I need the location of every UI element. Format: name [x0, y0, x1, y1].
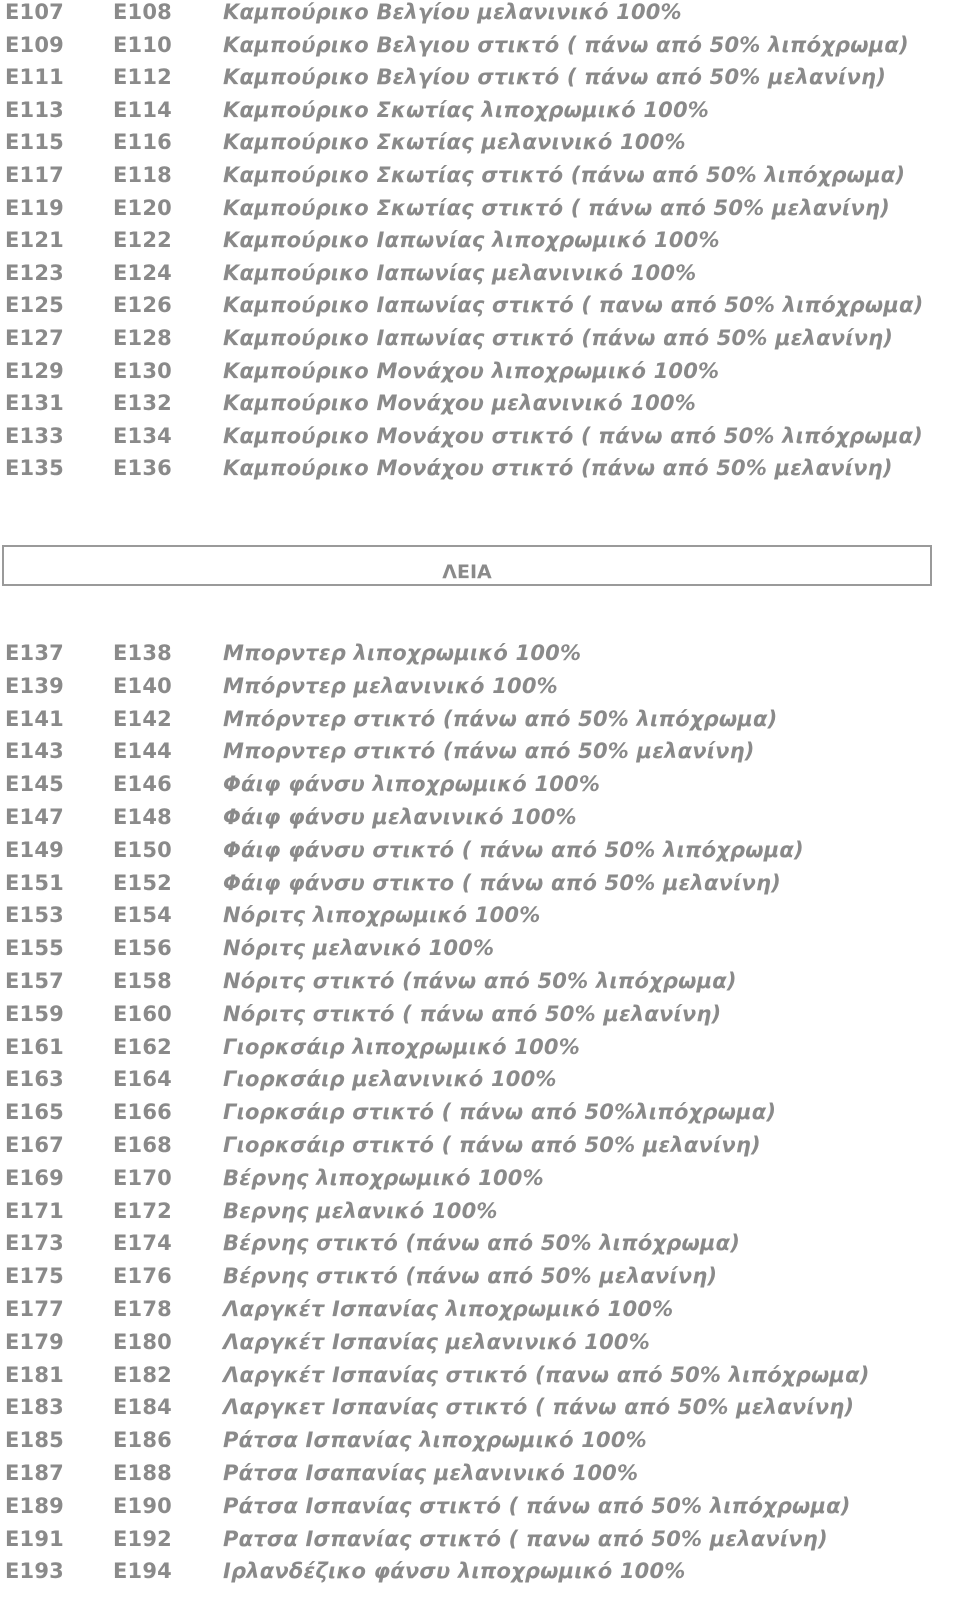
- code-male: E153: [5, 903, 64, 928]
- code-female: E174: [113, 1231, 172, 1256]
- table-row: [0, 674, 960, 707]
- table-row: [0, 424, 960, 457]
- table-row: [0, 65, 960, 98]
- category-description: Καμπούρικο Μονάχου λιποχρωμικό 100%: [223, 358, 720, 383]
- code-female: E164: [113, 1067, 172, 1092]
- table-row: [0, 772, 960, 805]
- code-female: E150: [113, 837, 172, 862]
- category-description: Φάιφ φάνσυ λιποχρωμικό 100%: [223, 772, 601, 797]
- category-description: Νόριτς στικτό (πάνω από 50% λιπόχρωμα): [223, 968, 737, 993]
- category-description: Φάιφ φάνσυ στικτό ( πάνω από 50% λιπόχρωμα): [223, 837, 804, 862]
- code-female: E116: [113, 130, 172, 155]
- code-female: E152: [113, 870, 172, 895]
- category-description: Νόριτς λιποχρωμικό 100%: [223, 903, 541, 928]
- code-male: E117: [5, 162, 64, 187]
- code-male: E121: [5, 228, 64, 253]
- code-male: E145: [5, 772, 64, 797]
- category-description: Καμπούρικο Ιαπωνίας στικτό (πάνω από 50% μελανίνη): [223, 325, 894, 350]
- code-female: E178: [113, 1296, 172, 1321]
- code-male: E167: [5, 1132, 64, 1157]
- category-description: Φάιφ φάνσυ στικτο ( πάνω από 50% μελανίνη): [223, 870, 781, 895]
- table-row: [0, 293, 960, 326]
- category-description: Μπορντερ λιποχρωμικό 100%: [223, 641, 582, 665]
- category-description: Νόριτς στικτό ( πάνω από 50% μελανίνη): [223, 1001, 722, 1026]
- table-row: [0, 1461, 960, 1494]
- category-description: Λαργκέτ Ισπανίας μελανινικό 100%: [223, 1329, 650, 1354]
- table-row: [0, 739, 960, 772]
- category-description: Λαργκέτ Ισπανίας στικτό (πανω από 50% λιπόχρωμα): [223, 1362, 870, 1387]
- table-row: [0, 1002, 960, 1035]
- category-description: Καμπούρικο Μονάχου μελανινικό 100%: [223, 391, 696, 416]
- table-row: [0, 969, 960, 1002]
- code-female: E168: [113, 1132, 172, 1157]
- table-row: [0, 1231, 960, 1264]
- table-row: [0, 903, 960, 936]
- table-row: [0, 326, 960, 359]
- category-description: Νόριτς μελανικό 100%: [223, 936, 495, 961]
- code-male: E129: [5, 358, 64, 383]
- code-male: E187: [5, 1460, 64, 1485]
- code-male: E177: [5, 1296, 64, 1321]
- code-male: E155: [5, 936, 64, 961]
- category-description: Καμπούρικο Βελγιου στικτό ( πάνω από 50% λιπόχρωμα): [223, 32, 909, 57]
- category-description: Λαργκετ Ισπανίας στικτό ( πάνω από 50% μελανίνη): [223, 1395, 855, 1420]
- category-description: Γιορκσάιρ λιποχρωμικό 100%: [223, 1034, 580, 1059]
- category-description: Φάιφ φάνσυ μελανινικό 100%: [223, 804, 577, 829]
- code-female: E110: [113, 32, 172, 57]
- code-female: E170: [113, 1165, 172, 1190]
- table-row: [0, 1133, 960, 1166]
- category-description: Βερνης μελανικό 100%: [223, 1198, 498, 1223]
- code-female: E158: [113, 968, 172, 993]
- category-list-bottom: [0, 641, 960, 1592]
- category-description: Καμπούρικο Ιαπωνίας μελανινικό 100%: [223, 260, 697, 285]
- table-row: [0, 936, 960, 969]
- code-female: E172: [113, 1198, 172, 1223]
- category-description: Μπορντερ στικτό (πάνω από 50% μελανίνη): [223, 739, 755, 764]
- category-description: Ράτσα Ισαπανίας μελανινικό 100%: [223, 1460, 639, 1485]
- code-male: E125: [5, 293, 64, 318]
- table-row: [0, 805, 960, 838]
- code-male: E191: [5, 1526, 64, 1551]
- code-male: E165: [5, 1100, 64, 1125]
- code-female: E128: [113, 325, 172, 350]
- code-female: E154: [113, 903, 172, 928]
- category-description: Καμπούρικο Σκωτίας στικτό ( πάνω από 50% μελανίνη): [223, 195, 890, 220]
- table-row: [0, 163, 960, 196]
- table-row: [0, 641, 960, 674]
- code-female: E184: [113, 1395, 172, 1420]
- table-row: [0, 130, 960, 163]
- code-male: E149: [5, 837, 64, 862]
- table-row: [0, 1559, 960, 1592]
- code-female: E190: [113, 1493, 172, 1518]
- category-description: Βέρνης στικτό (πάνω από 50% λιπόχρωμα): [223, 1231, 741, 1256]
- code-male: E157: [5, 968, 64, 993]
- code-female: E162: [113, 1034, 172, 1059]
- table-row: [0, 1035, 960, 1068]
- table-row: [0, 196, 960, 229]
- code-female: E176: [113, 1264, 172, 1289]
- code-female: E112: [113, 65, 172, 90]
- code-male: E173: [5, 1231, 64, 1256]
- code-male: E179: [5, 1329, 64, 1354]
- table-row: [0, 1428, 960, 1461]
- table-row: [0, 1363, 960, 1396]
- category-description: Ράτσα Ισπανίας στικτό ( πάνω από 50% λιπόχρωμα): [223, 1493, 851, 1518]
- code-female: E180: [113, 1329, 172, 1354]
- code-male: E137: [5, 641, 64, 665]
- code-male: E109: [5, 32, 64, 57]
- table-row: [0, 1330, 960, 1363]
- table-row: [0, 261, 960, 294]
- category-description: Λαργκέτ Ισπανίας λιποχρωμικό 100%: [223, 1296, 674, 1321]
- code-female: E138: [113, 641, 172, 665]
- table-row: [0, 359, 960, 392]
- code-male: E175: [5, 1264, 64, 1289]
- code-female: E142: [113, 706, 172, 731]
- table-row: [0, 1067, 960, 1100]
- code-female: E134: [113, 423, 172, 448]
- table-row: [0, 456, 960, 489]
- category-description: Καμπούρικο Σκωτίας στικτό (πάνω από 50% λιπόχρωμα): [223, 162, 906, 187]
- category-description: Καμπούρικο Μονάχου στικτό (πάνω από 50% μελανίνη): [223, 456, 893, 481]
- table-row: [0, 871, 960, 904]
- code-female: E186: [113, 1428, 172, 1453]
- code-male: E159: [5, 1001, 64, 1026]
- code-female: E182: [113, 1362, 172, 1387]
- code-male: E123: [5, 260, 64, 285]
- code-female: E146: [113, 772, 172, 797]
- code-male: E127: [5, 325, 64, 350]
- code-female: E132: [113, 391, 172, 416]
- code-male: E163: [5, 1067, 64, 1092]
- code-female: E194: [113, 1559, 172, 1584]
- category-description: Ιρλανδέζικο φάνσυ λιποχρωμικό 100%: [223, 1559, 686, 1584]
- code-male: E147: [5, 804, 64, 829]
- code-male: E143: [5, 739, 64, 764]
- category-description: Ράτσα Ισπανίας λιποχρωμικό 100%: [223, 1428, 647, 1453]
- category-description: Καμπούρικο Ιαπωνίας λιποχρωμικό 100%: [223, 228, 720, 253]
- table-row: [0, 391, 960, 424]
- table-row: [0, 1297, 960, 1330]
- category-description: Βέρνης στικτό (πάνω από 50% μελανίνη): [223, 1264, 718, 1289]
- category-description: Καμπούρικο Σκωτίας λιποχρωμικό 100%: [223, 97, 710, 122]
- code-female: E148: [113, 804, 172, 829]
- table-row: [0, 98, 960, 131]
- category-description: Καμπούρικο Σκωτίας μελανινικό 100%: [223, 130, 686, 155]
- code-male: E107: [5, 0, 64, 24]
- code-male: E135: [5, 456, 64, 481]
- code-female: E126: [113, 293, 172, 318]
- code-male: E111: [5, 65, 64, 90]
- code-female: E140: [113, 673, 172, 698]
- code-female: E130: [113, 358, 172, 383]
- table-row: [0, 1264, 960, 1297]
- category-description: Καμπούρικο Ιαπωνίας στικτό ( πανω από 50% λιπόχρωμα): [223, 293, 924, 318]
- code-male: E161: [5, 1034, 64, 1059]
- category-description: Γιορκσάιρ μελανινικό 100%: [223, 1067, 557, 1092]
- table-row: [0, 33, 960, 66]
- code-male: E185: [5, 1428, 64, 1453]
- code-male: E131: [5, 391, 64, 416]
- code-female: E124: [113, 260, 172, 285]
- category-description: Καμπούρικο Βελγίου μελανινικό 100%: [223, 0, 682, 24]
- table-row: [0, 228, 960, 261]
- code-female: E160: [113, 1001, 172, 1026]
- code-male: E113: [5, 97, 64, 122]
- category-description: Βέρνης λιποχρωμικό 100%: [223, 1165, 544, 1190]
- code-male: E115: [5, 130, 64, 155]
- code-female: E136: [113, 456, 172, 481]
- code-female: E118: [113, 162, 172, 187]
- table-row: [0, 1527, 960, 1560]
- category-description: Μπόρντερ μελανινικό 100%: [223, 673, 558, 698]
- code-male: E171: [5, 1198, 64, 1223]
- code-male: E151: [5, 870, 64, 895]
- category-list-top: [0, 0, 960, 489]
- table-row: [0, 1100, 960, 1133]
- code-female: E192: [113, 1526, 172, 1551]
- code-male: E141: [5, 706, 64, 731]
- table-row: [0, 838, 960, 871]
- code-female: E120: [113, 195, 172, 220]
- code-female: E108: [113, 0, 172, 24]
- code-female: E166: [113, 1100, 172, 1125]
- table-row: [0, 1494, 960, 1527]
- category-description: Ρατσα Ισπανίας στικτό ( πανω από 50% μελανίνη): [223, 1526, 828, 1551]
- code-male: E193: [5, 1559, 64, 1584]
- category-description: Καμπούρικο Βελγίου στικτό ( πάνω από 50% μελανίνη): [223, 65, 886, 90]
- code-female: E122: [113, 228, 172, 253]
- category-description: Μπόρντερ στικτό (πάνω από 50% λιπόχρωμα): [223, 706, 778, 731]
- category-description: Καμπούρικο Μονάχου στικτό ( πάνω από 50% λιπόχρωμα): [223, 423, 923, 448]
- table-row: [0, 1395, 960, 1428]
- section-header-leia: ΛΕΙΑ: [2, 545, 932, 586]
- table-row: [0, 707, 960, 740]
- table-row: [0, 1199, 960, 1232]
- category-description: Γιορκσάιρ στικτό ( πάνω από 50%λιπόχρωμα): [223, 1100, 777, 1125]
- code-male: E133: [5, 423, 64, 448]
- code-male: E181: [5, 1362, 64, 1387]
- table-row: [0, 0, 960, 33]
- code-female: E188: [113, 1460, 172, 1485]
- code-male: E189: [5, 1493, 64, 1518]
- code-female: E156: [113, 936, 172, 961]
- category-description: Γιορκσάιρ στικτό ( πάνω από 50% μελανίνη): [223, 1132, 761, 1157]
- code-male: E169: [5, 1165, 64, 1190]
- code-female: E144: [113, 739, 172, 764]
- code-male: E119: [5, 195, 64, 220]
- table-row: [0, 1166, 960, 1199]
- code-female: E114: [113, 97, 172, 122]
- code-male: E139: [5, 673, 64, 698]
- code-male: E183: [5, 1395, 64, 1420]
